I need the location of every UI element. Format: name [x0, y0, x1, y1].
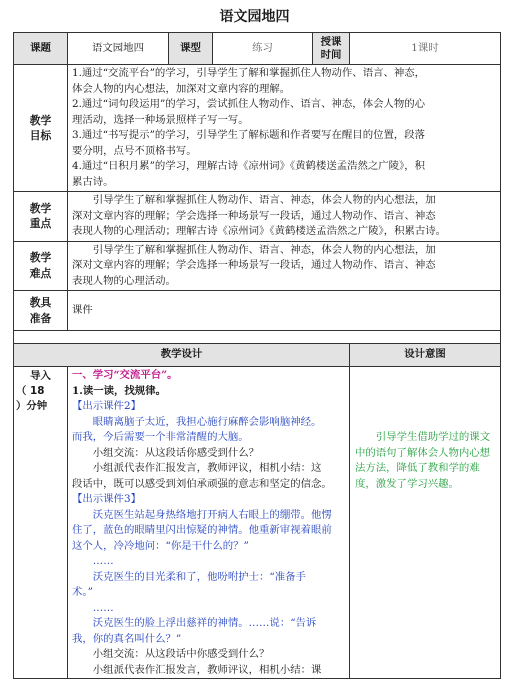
materials-row: [14, 291, 501, 331]
question-line: 小组交流：从这段话中你感受到什么？: [92, 648, 270, 660]
intent-heading: 设计意图: [350, 344, 501, 367]
difficulties-label: [14, 241, 68, 291]
ellipsis-line: ……: [92, 555, 114, 567]
goals-label-line-1: 教学: [29, 113, 52, 127]
goals-label-line-2: 目标: [29, 129, 52, 142]
difficulties-label-line-2: 难点: [29, 266, 52, 280]
goal-line: 体会人物的内心想法，加深对文章内容的理解。: [72, 82, 291, 95]
goal-line: 理活动，选择一种场景照样子写一写。: [72, 113, 249, 126]
goal-line: 4.通过“日积月累”的学习，理解古诗《凉州词》《黄鹤楼送孟浩然之广陵》，积: [72, 160, 426, 172]
spacer-cell: [14, 331, 501, 344]
design-heading-row: [14, 344, 501, 367]
goal-line: 2.通过“词句段运用”的学习，尝试抓住人物动作、语言、神态，体会人物的心: [72, 98, 426, 110]
spacer-row: [14, 331, 501, 344]
type-label: 课型: [169, 33, 213, 65]
passage-line: 沃克医生的目光柔和了，他吩咐护士：“准备手: [92, 570, 306, 583]
key-points-label-line-2: 重点: [29, 217, 52, 231]
document-title: 语文园地四: [219, 9, 290, 25]
passage-line: 这个人，冷冷地问：“你是干什么的？”: [72, 539, 249, 552]
materials-value: 课件: [68, 291, 501, 331]
goals-row: [14, 65, 501, 192]
slide-tag-2: 【出示课件2】: [72, 400, 141, 412]
stage-cell: [14, 367, 68, 679]
passage-line: 而我，今后需要一个非常清醒的大脑。: [72, 431, 249, 443]
design-content: [68, 367, 350, 679]
question-line: 小组交流：从这段话你感受到什么？: [92, 446, 260, 459]
passage-line: 住了，蓝色的眼睛里闪出惊疑的神情。他重新审视着眼前: [72, 524, 332, 536]
stage-line-1: 导入: [30, 370, 51, 382]
key-points-label: [14, 192, 68, 242]
header-row: [14, 33, 501, 65]
design-body-row: [14, 367, 501, 679]
step-title: 1.读一读，找规律。: [72, 384, 166, 397]
answer-line: 小组派代表作汇报发言，教师评议，相机小结：课: [92, 663, 322, 676]
time-label-line-2: 时间: [320, 48, 342, 61]
goal-line: 3.通过“书写提示”的学习，引导学生了解标题和作者要写在醒目的位置，段落: [72, 129, 426, 141]
passage-line: 我，你的真名叫什么？”: [72, 632, 182, 645]
key-points-label-line-1: 教学: [29, 201, 52, 215]
time-label: [313, 33, 350, 65]
ellipsis-line: ……: [92, 601, 114, 614]
passage-line: 术。”: [72, 586, 93, 598]
section-title: 一、学习“交流平台”。: [72, 369, 178, 381]
materials-label: [14, 291, 68, 331]
slide-tag-3: 【出示课件3】: [72, 493, 141, 505]
difficulty-line: 表现人物的心理活动。: [72, 274, 176, 287]
goal-line: 1.通过“交流平台”的学习，引导学生了解和掌握抓住人物动作、语言、神态，: [72, 67, 426, 79]
materials-label-line-2: 准备: [29, 311, 52, 325]
passage-line: 沃克医生的脸上浮出慈祥的神情。……说：“告诉: [92, 617, 317, 629]
goals-label: [14, 65, 68, 192]
time-value: 1课时: [350, 33, 501, 65]
passage-line: 沃克医生站起身热络地打开病人右眼上的绷带。他愣: [92, 508, 332, 521]
design-heading: 教学设计: [14, 344, 350, 367]
key-point-line: 引导学生了解和掌握抓住人物动作、语言、神态，体会人物的内心想法，加: [92, 194, 436, 206]
difficulties-row: [14, 241, 501, 291]
key-points-row: [14, 192, 501, 242]
stage-line-3: ）分钟: [16, 400, 48, 412]
lesson-label: 课题: [14, 33, 68, 65]
stage-line-2: （ 18: [16, 385, 45, 397]
difficulty-line: 引导学生了解和掌握抓住人物动作、语言、神态，体会人物的内心想法，加: [92, 243, 436, 256]
goals-content: [68, 65, 501, 192]
type-value: 练习: [213, 33, 313, 65]
lesson-value: 语文园地四: [68, 33, 169, 65]
difficulties-label-line-1: 教学: [29, 251, 52, 265]
key-points-content: [68, 192, 501, 242]
lesson-plan-table: [13, 32, 501, 679]
key-point-line: 深对文章内容的理解；学会选择一种场景写一段话，通过人物动作、语言、神态: [72, 209, 436, 222]
key-point-line: 表现人物的心理活动；理解古诗《凉州词》《黄鹤楼送孟浩然之广陵》，积累古诗。: [72, 225, 447, 237]
answer-line: 小组派代表作汇报发言，教师评议，相机小结：这: [92, 462, 322, 474]
answer-line: 段话中，既可以感受到刘伯承顽强的意志和坚定的信念。: [72, 477, 332, 490]
goal-line: 要分明，点号不顶格书写。: [72, 144, 197, 157]
difficulties-content: [68, 241, 501, 291]
difficulty-line: 深对文章内容的理解；学会选择一种场景写一段话，通过人物动作、语言、神态: [72, 259, 436, 271]
passage-line: 眼睛离脑子太近，我担心施行麻醉会影响脑神经。: [92, 415, 322, 428]
materials-label-line-1: 教具: [29, 296, 52, 309]
intent-text: 引导学生借助学过的课文中的语句了解体会人物内心想法方法，降低了教和学的难度，激发了学习兴趣。: [355, 431, 491, 490]
intent-cell: [350, 367, 501, 679]
time-label-line-1: 授课: [320, 35, 342, 48]
goal-line: 累古诗。: [72, 175, 114, 188]
